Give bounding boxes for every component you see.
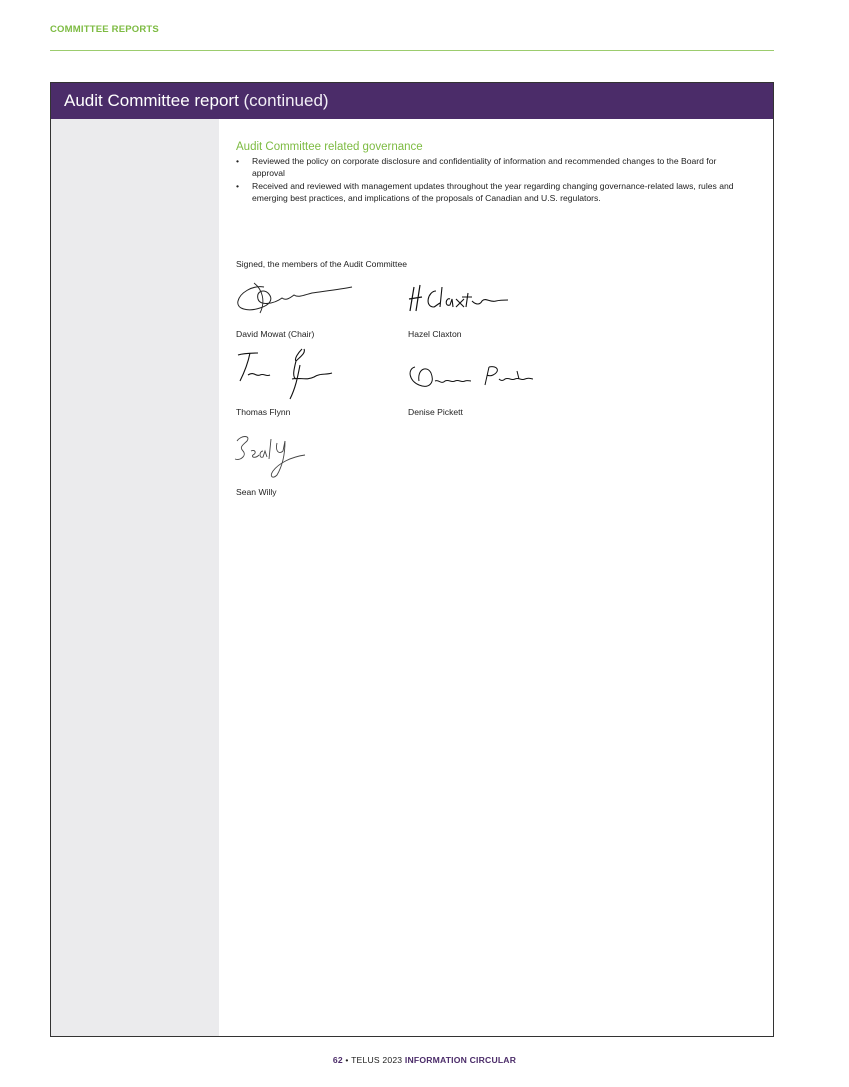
signature-sean-willy <box>231 431 311 489</box>
page-number: 62 <box>332 1055 343 1065</box>
governance-section <box>236 141 741 205</box>
section-label: COMMITTEE REPORTS <box>50 24 159 35</box>
panel-sidebar <box>51 119 219 1036</box>
governance-bullet-list <box>236 155 741 205</box>
panel-title-suffix: (continued) <box>238 91 329 110</box>
footer-separator: • <box>342 1055 352 1065</box>
signatory-name: Thomas Flynn <box>236 407 291 417</box>
governance-heading: Audit Committee related governance <box>236 141 423 153</box>
panel-title: Audit Committee report <box>64 91 239 110</box>
signatory-name: Denise Pickett <box>408 407 463 417</box>
panel-header <box>51 83 773 119</box>
signature-denise-pickett <box>405 359 535 393</box>
top-divider <box>50 50 774 51</box>
footer-company: TELUS 2023 <box>351 1055 405 1065</box>
signed-statement: Signed, the members of the Audit Committee <box>236 259 408 269</box>
signature-hazel-claxton <box>406 283 511 315</box>
bullet-item: • Reviewed the policy on corporate disclosure and confidentiality of information and recommended changes to the Board for approval <box>236 155 741 180</box>
footer-doc-title: INFORMATION CIRCULAR <box>404 1055 517 1065</box>
signature-thomas-flynn <box>234 345 339 403</box>
signatory-name: Hazel Claxton <box>408 329 462 339</box>
signature-david-mowat <box>234 279 359 315</box>
signatory-name: David Mowat (Chair) <box>236 329 315 339</box>
signatory-name: Sean Willy <box>236 487 277 497</box>
page-footer <box>0 1055 849 1065</box>
bullet-item: • Received and reviewed with management updates throughout the year regarding changing governance-related laws, rules and emerging best practices, and implications of the proposals of Canadian and U.S. regulators. <box>236 180 741 205</box>
report-panel <box>50 82 774 1037</box>
